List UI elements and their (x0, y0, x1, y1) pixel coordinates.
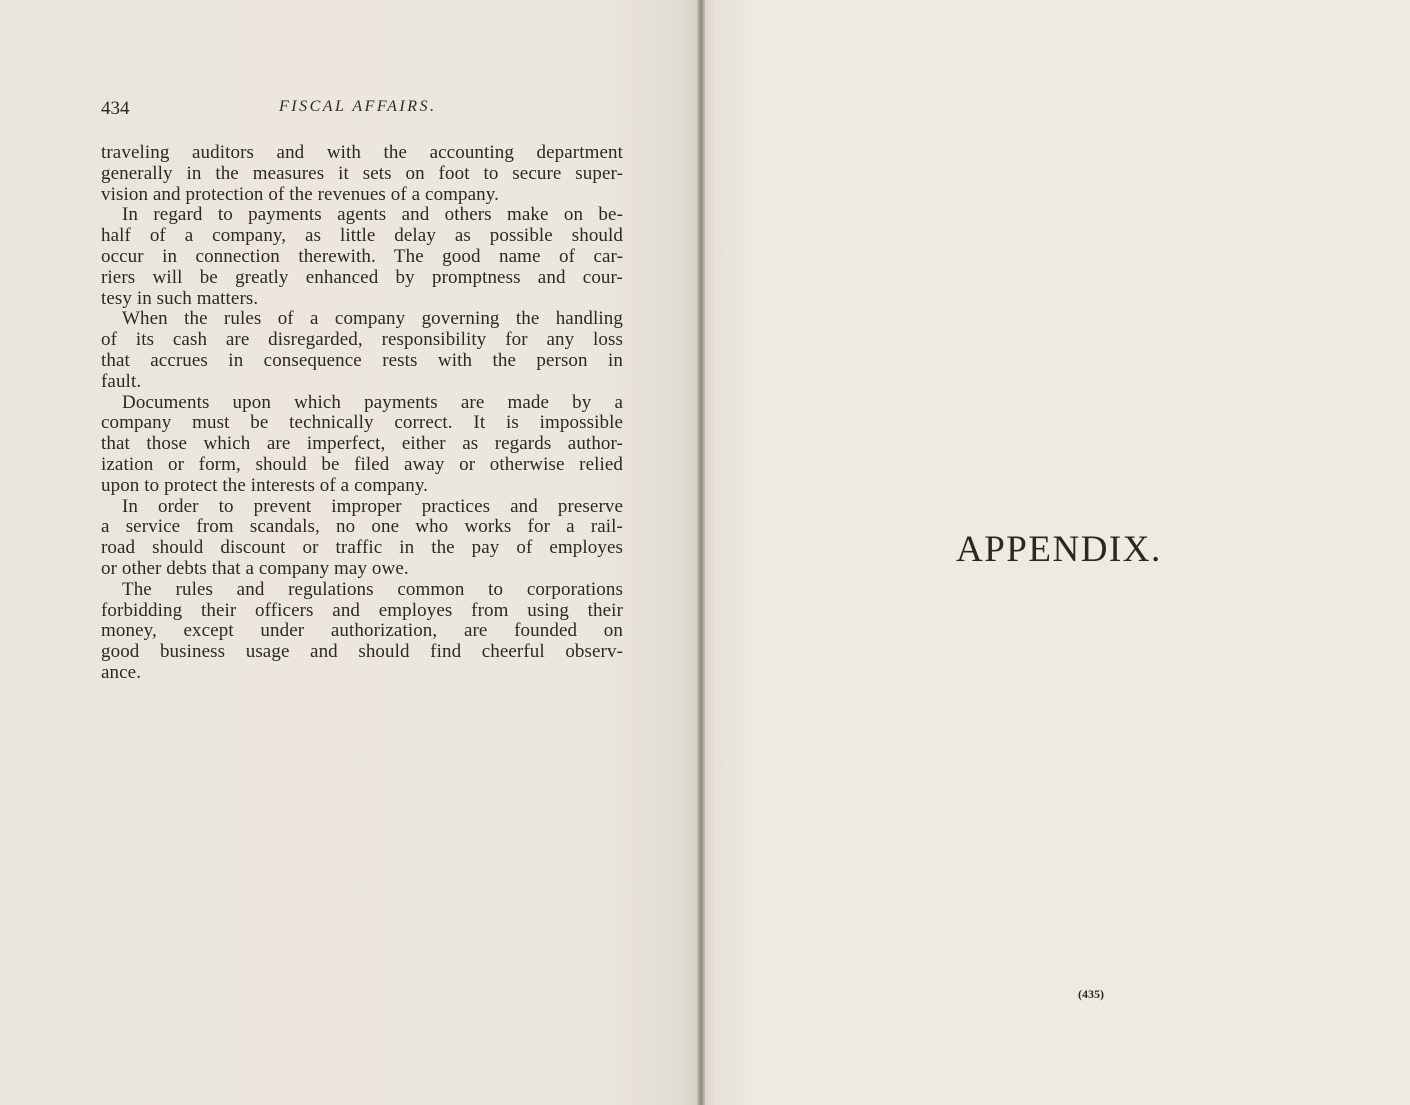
text-line: half of a company, as little delay as possible should (101, 225, 623, 247)
text-line: When the rules of a company governing the handling (122, 308, 623, 330)
text-line: riers will be greatly enhanced by promptness and cour- (101, 266, 623, 288)
text-line: company must be technically correct. It is impossible (101, 412, 623, 434)
text-line: that those which are imperfect, either as regards author- (101, 433, 623, 455)
text-line: a service from scandals, no one who works for a rail- (101, 516, 623, 538)
text-line: fault. (101, 370, 142, 392)
body-text (101, 143, 623, 684)
text-line: ization or form, should be filed away or otherwise relied (101, 453, 623, 475)
text-line: forbidding their officers and employes from using their (101, 599, 623, 621)
text-line: Documents upon which payments are made by a (122, 391, 623, 413)
text-line: of its cash are disregarded, responsibility for any loss (101, 329, 623, 351)
text-line: good business usage and should find cheerful observ- (101, 641, 623, 663)
appendix-title: APPENDIX. (956, 529, 1162, 570)
left-page (0, 0, 700, 1105)
text-line: In regard to payments agents and others make on be- (122, 204, 623, 226)
text-line: vision and protection of the revenues of a company. (101, 183, 499, 205)
text-line: ance. (101, 661, 142, 683)
text-line: upon to protect the interests of a company. (101, 474, 429, 496)
text-line: that accrues in consequence rests with the person in (101, 349, 623, 371)
text-line: In order to prevent improper practices and preserve (122, 495, 623, 517)
text-line: tesy in such matters. (101, 287, 259, 309)
book-gutter (697, 0, 705, 1105)
text-line: The rules and regulations common to corporations (122, 578, 623, 600)
text-line: occur in connection therewith. The good name of car- (101, 245, 623, 267)
text-line: money, except under authorization, are founded on (101, 620, 623, 642)
text-line: or other debts that a company may owe. (101, 557, 409, 579)
page-number: 434 (101, 98, 130, 119)
running-head (101, 98, 623, 122)
folio-number: (435) (1078, 987, 1104, 1001)
text-line: traveling auditors and with the accounting department (101, 142, 623, 163)
text-line: generally in the measures it sets on foot to secure super- (101, 162, 623, 184)
text-line: road should discount or traffic in the pay of employes (101, 537, 623, 559)
running-title: FISCAL AFFAIRS. (279, 98, 437, 115)
